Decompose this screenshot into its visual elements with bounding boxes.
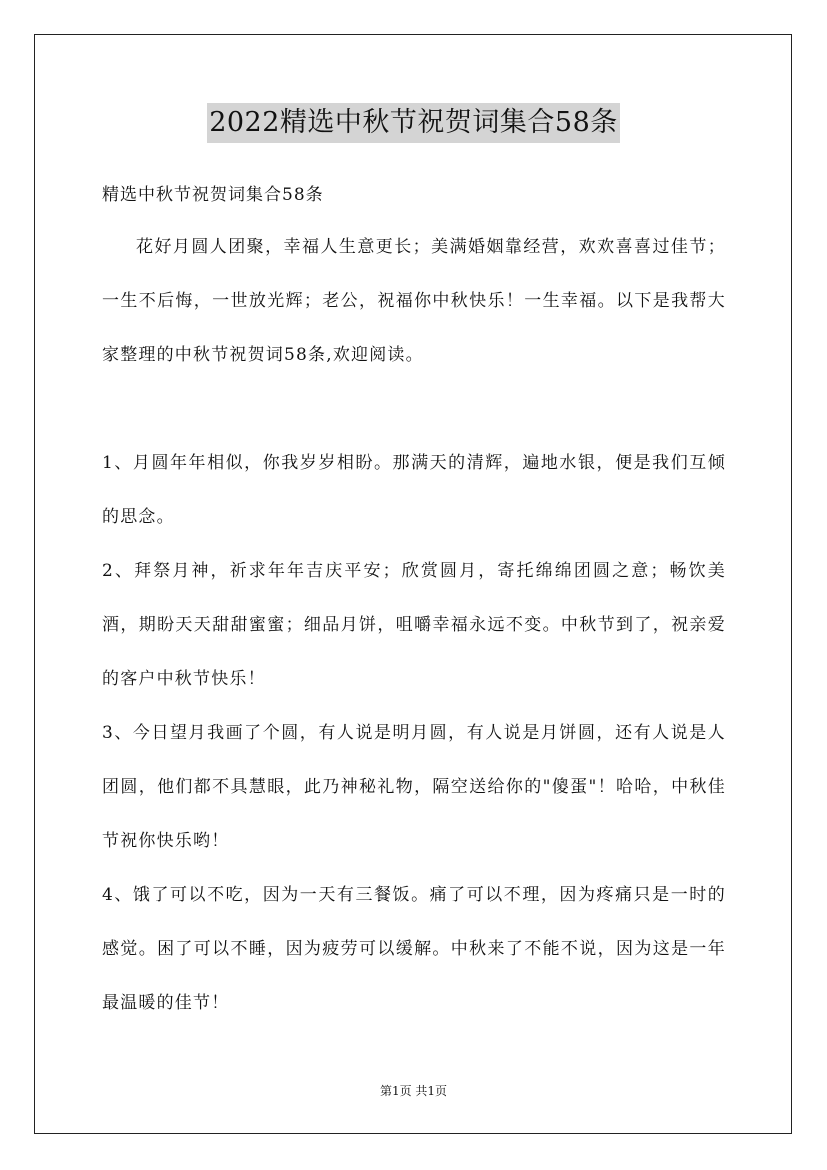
title-container (0, 103, 827, 143)
list-item: 3、今日望月我画了个圆，有人说是明月圆，有人说是月饼圆，还有人说是人团圆，他们都不具慧眼，此乃神秘礼物，隔空送给你的"傻蛋"！哈哈，中秋佳节祝你快乐哟！ (102, 723, 726, 851)
document-subtitle: 精选中秋节祝贺词集合58条 (102, 185, 324, 205)
list-item: 2、拜祭月神，祈求年年吉庆平安；欣赏圆月，寄托绵绵团圆之意；畅饮美酒，期盼天天甜甜蜜蜜；细品月饼，咀嚼幸福永远不变。中秋节到了，祝亲爱的客户中秋节快乐！ (102, 561, 726, 689)
wishes-list (102, 436, 726, 1030)
page-number-footer: 第1页 共1页 (379, 1084, 448, 1098)
list-item: 4、饿了可以不吃，因为一天有三餐饭。痛了可以不理，因为疼痛只是一时的感觉。困了可以不睡，因为疲劳可以缓解。中秋来了不能不说，因为这是一年最温暖的佳节！ (102, 885, 726, 1013)
list-item: 1、月圆年年相似，你我岁岁相盼。那满天的清辉，遍地水银，便是我们互倾的思念。 (102, 453, 726, 527)
document-title: 2022精选中秋节祝贺词集合58条 (207, 103, 620, 143)
intro-paragraph (102, 220, 726, 382)
intro-text: 花好月圆人团聚，幸福人生意更长；美满婚姻靠经营，欢欢喜喜过佳节；一生不后悔，一世放光辉；老公，祝福你中秋快乐！一生幸福。以下是我帮大家整理的中秋节祝贺词58条,欢迎阅读。 (102, 237, 726, 365)
